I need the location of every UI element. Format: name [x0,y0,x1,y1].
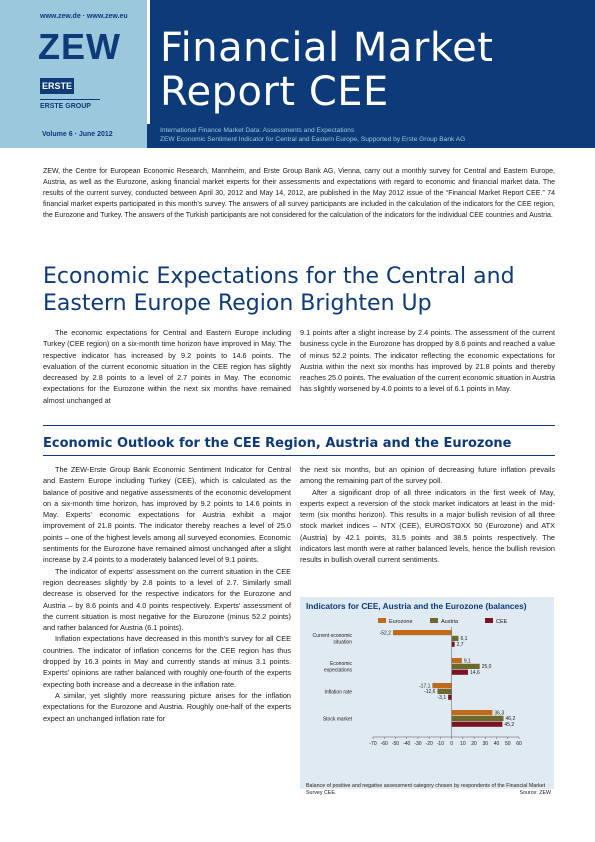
section-divider [43,425,555,426]
section1-right-column [300,327,555,395]
main-headline: Economic Expectations for the Central and Eastern Europe Region Brighten Up [43,264,515,316]
legend-swatch [430,618,438,623]
category-label: Inflation rate [324,689,352,696]
data-label: 36,3 [494,710,505,717]
x-tick-label: 40 [493,741,500,747]
section1-left-column [43,327,291,406]
sub-headline-underline [43,455,555,456]
x-tick-label: -70 [369,741,377,747]
website-urls[interactable]: www.zew.de · www.zew.eu [40,13,128,20]
chart-source: Source: ZEW [519,790,551,796]
x-tick-label: 10 [460,741,466,747]
legend-swatch [485,618,493,623]
x-tick-label: 30 [482,741,489,747]
chart-bar [393,630,452,635]
x-tick-label: -20 [425,741,433,747]
x-tick-label: 60 [516,741,522,747]
x-tick-label: 20 [471,741,477,747]
data-label: -12,6 [424,689,436,696]
header-subline-2: ZEW Economic Sentiment Indicator for Central and Eastern Europe, Supported by Erste Group Bank AG [160,136,466,143]
data-label: -17,1 [419,683,431,690]
x-tick-label: 0 [450,741,454,747]
section2-paragraph: Inflation expectations have decreased in this month's survey for all CEE countries. The indicator of inflation concerns for the CEE region has thus dropped by 16.3 points in May and currently stands at minus 3.1 points. Experts' opinions are rather balanced with roughly one-fourth of the experts expecting both increase and a decrease in the inflation rate. [43,634,291,689]
header-subline-1: International Finance Market Data: Assessments and Expectations [160,127,355,134]
section1-left-text: The economic expectations for Central and Eastern Europe including Turkey (CEE region) on a six-month time horizon have improved in May. The respective indicator has increased by 9.2 points to 14.6 points. The evaluation of the current economic situation in the CEE region has slightly decreased by 2.8 points to a level of 2.7 points in May. The economic expectations for the Eurozone within the next six months have remained almost unchanged at [43,328,291,405]
x-tick-label: -10 [436,741,445,747]
section2-paragraph: The indicator of experts' assessment on the current situation in the CEE region decreases slightly by 2.8 points to a level of 2.7. Similarly small decrease is observed for the respective indicators for the Eurozone and Austria – by 8.6 points and 4.0 points respectively. Experts' assessment of the current situation is most negative for the Eurozone (minus 52.2 points) and rather balanced for Austria (6.1 points). [43,566,291,633]
chart-title: Indicators for CEE, Austria and the Eurozone (balances) [306,601,527,611]
chart-bar [452,722,503,727]
data-label: 25,0 [481,664,492,671]
zew-logo: ZEW [38,26,121,67]
section2-paragraph: After a significant drop of all three indicators in the first week of May, experts expect a reversion of the stock market indicators at least in the mid-term (six months horizon). This results in a major bullish revision of all three stock market indices – NTX (CEE), EUROSTOXX 50 (Eurozone) and ATX (Austria) by 42.1 points, 31.5 points and 38.5 points respectively. The indicators last month were at rather balanced levels, hence the bullish revision results in bullish overall current sentiments. [300,487,555,565]
legend-swatch [378,618,386,623]
section2-paragraph: the next six months, but an opinion of decreasing future inflation prevails among the remaining part of the survey poll. [300,465,555,486]
chart-bar [452,642,455,647]
legend-label: Austria [441,619,459,625]
data-label: 9,1 [463,658,471,665]
indicator-bar-chart [300,597,554,783]
report-header [0,0,595,148]
chart-bar [437,689,451,694]
category-label: expectations [323,667,352,674]
chart-bar [448,695,451,700]
section2-left-column [43,464,291,724]
x-tick-label: 50 [504,741,511,747]
section1-right-text: 9.1 points after a slight increase by 2.4 points. The assessment of the current business cycle in the Eurozone has dropped by 8.6 points and reached a value of minus 52.2 points. The indicator reflecting the economic expectations for Austria within the next six months has improved by 21.8 points and thereby reaches 25.0 points. The evaluation of the current economic situation in Austria has slightly worsened by 4.0 points to a level of 6.1 points in May. [300,328,556,394]
report-title-line2: Report CEE [160,69,389,115]
x-tick-label: -60 [380,741,388,747]
x-tick-label: -50 [391,741,400,747]
intro-paragraph: ZEW, the Centre for European Economic Research, Mannheim, and Erste Group Bank AG, Vienna, carry out a monthly survey for Central and Eastern Europe, Austria, as well as the Eurozone, asking financial market experts for their assessments and expectations with regard to economic and financial market data. The results of the current survey, conducted between April 30, 2012 and May 14, 2012, are published in the May 2012 issue of the “Financial Market Report CEE.” 74 financial market experts participated in this month's survey. The answers of all survey participants are included in the calculation of the indicators for the CEE region, the Eurozone and Turkey. The answers of the Turkish participants are not considered for the calculation of the indicators for the individual CEE countries and Austria. [43,168,555,219]
chart-bar [452,670,468,675]
x-tick-label: -40 [403,741,411,747]
data-label: 14,6 [470,669,480,676]
category-label: Economic [330,661,352,668]
chart-bar [452,636,459,641]
category-label: situation [333,639,352,646]
chart-bar [452,716,504,721]
data-label: 46,2 [505,716,516,723]
report-title [160,26,493,114]
chart-note: Balance of positive and negative assessment category chosen by respondents of the Financial Market Survey CEE. [306,783,546,796]
erste-logo: ERSTE [40,78,74,94]
chart-bar [452,710,493,715]
volume-label: Volume 6 · June 2012 [42,131,113,138]
section2-paragraph: A similar, yet slightly more reassuring picture arises for the inflation expectations for the Eurozone and Austria. Roughly one-half of the experts expect an unchanged inflation rate for [43,690,291,723]
category-label: Stock market [322,716,352,723]
logo-divider [40,99,100,100]
data-label: 45,2 [504,721,515,728]
legend-label: Eurozone [389,619,413,625]
erste-group-logo: ERSTE GROUP [40,103,91,110]
data-label: 2,7 [456,641,464,648]
data-label: -52,2 [379,630,391,637]
report-title-line1: Financial Market [160,25,494,71]
sub-headline: Economic Outlook for the CEE Region, Austria and the Eurozone [43,436,512,451]
chart-bar [452,664,480,669]
category-label: Current economic [312,633,352,640]
section2-paragraph: The ZEW-Erste Group Bank Economic Sentiment Indicator for Central and Eastern Europe including Turkey (CEE), which is calculated as the balance of positive and negative assessments of the economic development on a six-month time horizon, has improved by 9.2 points to 14.6 points in May. Experts' economic expectations for Austria exhibit a major improvement of 21.8 points. The indicator thereby reaches a level of 25.0 points – one of the highest levels among all surveyed economies. Economic sentiments for the Eurozone have remained almost unchanged after a slight increase by 2.4 points to a moderately balanced level of 9.1 points. [43,465,291,565]
legend-label: CEE [496,619,508,625]
data-label: -3,1 [437,694,447,701]
data-label: 6,1 [460,636,468,643]
chart-bar [432,683,451,688]
x-tick-label: -30 [414,741,422,747]
section2-right-column [300,464,555,566]
chart-bar [452,658,462,663]
